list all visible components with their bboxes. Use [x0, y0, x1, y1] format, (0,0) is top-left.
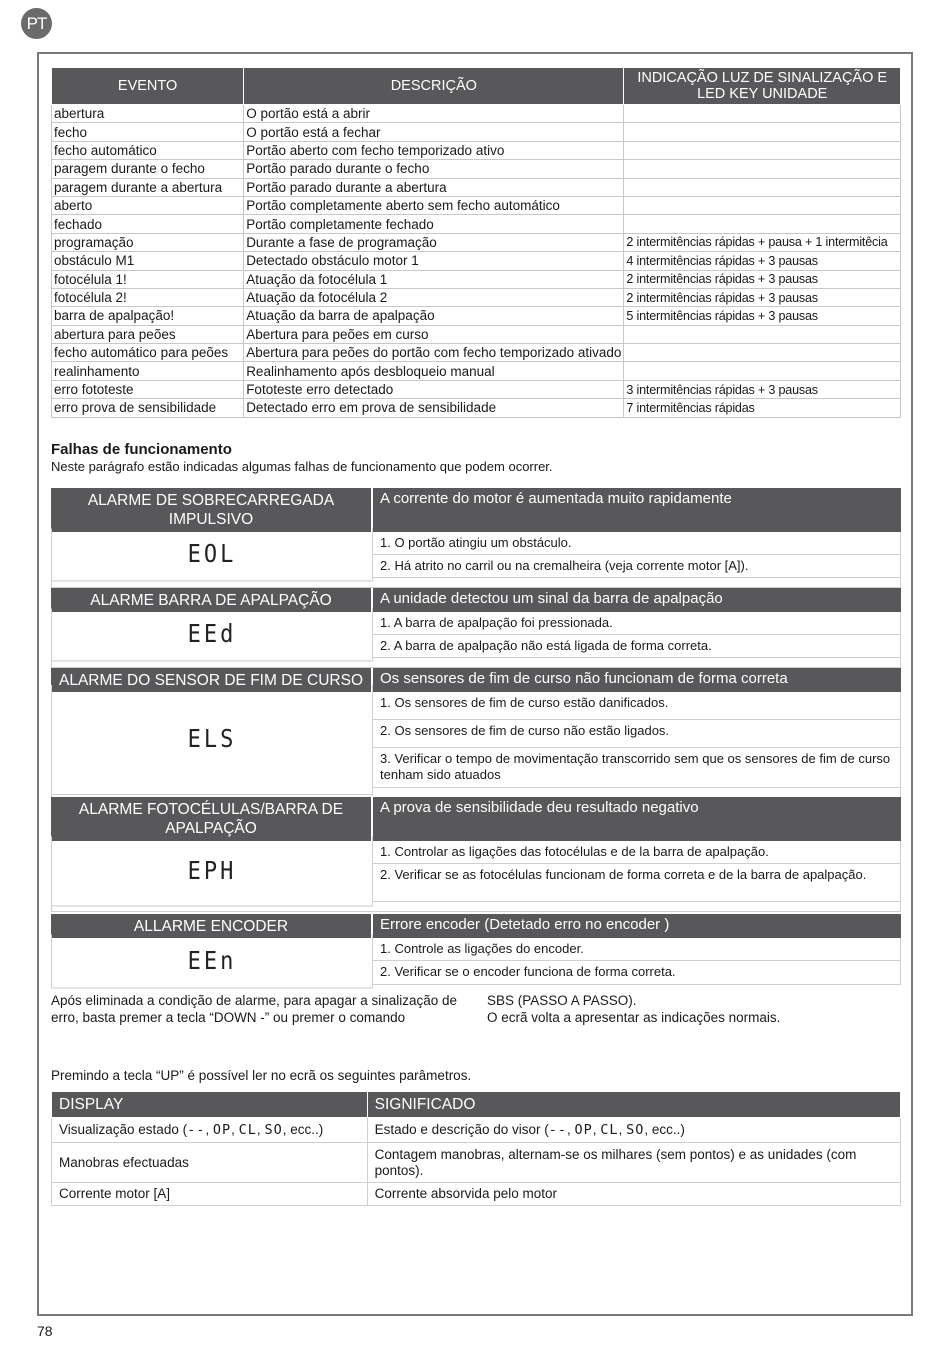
alarm-cause: 2. Há atrito no carril ou na cremalheira (veja corrente motor [A]). [373, 555, 901, 578]
description-cell: Realinhamento após desbloqueio manual [244, 362, 624, 380]
alarm-title: Os sensores de fim de curso não funcionam de forma correta [380, 670, 788, 687]
event-cell: paragem durante a abertura [52, 178, 244, 196]
alarm-title: Errore encoder (Detetado erro no encoder ) [380, 916, 670, 933]
description-cell: Portão parado durante a abertura [244, 178, 624, 196]
table-row [52, 288, 901, 306]
display-cell: Manobras efectuadas [52, 1143, 368, 1183]
event-cell: erro fototeste [52, 380, 244, 398]
alarm-name: ALLARME ENCODER [51, 914, 373, 938]
table-row [52, 252, 901, 270]
display-header-row [52, 1092, 901, 1118]
table-row [52, 215, 901, 233]
after-alarm-text-right [487, 992, 897, 1026]
table-row [52, 1118, 901, 1143]
description-cell: Detectado erro em prova de sensibilidade [244, 399, 624, 417]
event-cell: erro prova de sensibilidade [52, 399, 244, 417]
event-cell: fecho automático [52, 141, 244, 159]
indication-cell [624, 105, 901, 123]
description-cell: Durante a fase de programação [244, 233, 624, 251]
event-cell: realinhamento [52, 362, 244, 380]
indication-cell [624, 178, 901, 196]
alarm-title: A corrente do motor é aumentada muito rapidamente [380, 490, 732, 507]
indication-cell [624, 362, 901, 380]
table-row [52, 362, 901, 380]
after-alarm-line: O ecrã volta a apresentar as indicações normais. [487, 1010, 781, 1025]
meaning-cell: Corrente absorvida pelo motor [367, 1183, 900, 1206]
event-cell: barra de apalpação! [52, 307, 244, 325]
alarm-name: ALARME DO SENSOR DE FIM DE CURSO [51, 668, 373, 692]
alarm-code-display: EOL [51, 529, 373, 582]
alarm-cause: 1. O portão atingiu um obstáculo. [373, 532, 901, 555]
page-number: 78 [37, 1323, 53, 1339]
event-cell: obstáculo M1 [52, 252, 244, 270]
description-cell: Abertura para peões do portão com fecho temporizado ativado [244, 344, 624, 362]
description-cell: Atuação da barra de apalpação [244, 307, 624, 325]
table-row [52, 270, 901, 288]
indication-cell [624, 215, 901, 233]
event-cell: abertura para peões [52, 325, 244, 343]
alarm-cause: 1. Controle as ligações do encoder. [373, 938, 901, 961]
alarm-code-display: EEd [51, 609, 373, 662]
table-row [52, 123, 901, 141]
indication-cell: 2 intermitências rápidas + 3 pausas [624, 270, 901, 288]
events-table [51, 67, 901, 418]
alarm-cause: 3. Verificar o tempo de movimentação transcorrido sem que os sensores de fim de curso tenham sido atuados [373, 748, 901, 788]
indication-cell [624, 141, 901, 159]
alarm-code-display: EEn [51, 934, 373, 988]
alarm-cause: 1. A barra de apalpação foi pressionada. [373, 612, 901, 635]
table-row [52, 1143, 901, 1183]
description-cell: Portão parado durante o fecho [244, 160, 624, 178]
indication-cell: 4 intermitências rápidas + 3 pausas [624, 252, 901, 270]
alarm-title: A prova de sensibilidade deu resultado negativo [380, 799, 699, 816]
description-cell: Abertura para peões em curso [244, 325, 624, 343]
meaning-cell: Contagem manobras, alternam-se os milhares (sem pontos) e as unidades (com pontos). [367, 1143, 900, 1183]
language-badge: PT [21, 8, 52, 39]
faults-title: Falhas de funcionamento [51, 441, 232, 458]
alarm-photocells [51, 797, 901, 912]
alarm-cause: 1. Controlar as ligações das fotocélulas e de la barra de apalpação. [373, 841, 901, 864]
table-row [52, 196, 901, 214]
event-cell: programação [52, 233, 244, 251]
after-alarm-line: SBS (PASSO A PASSO). [487, 993, 637, 1008]
alarm-cause: 2. Os sensores de fim de curso não estão ligados. [373, 720, 901, 748]
event-cell: paragem durante o fecho [52, 160, 244, 178]
meaning-cell: Estado e descrição do visor (--, OP, CL, SO, ecc..) [367, 1118, 900, 1143]
description-cell: Atuação da fotocélula 2 [244, 288, 624, 306]
table-row [52, 178, 901, 196]
event-cell: fotocélula 1! [52, 270, 244, 288]
table-row [52, 307, 901, 325]
event-cell: fecho automático para peões [52, 344, 244, 362]
event-cell: fotocélula 2! [52, 288, 244, 306]
description-cell: Portão completamente fechado [244, 215, 624, 233]
indication-cell: 2 intermitências rápidas + 3 pausas [624, 288, 901, 306]
alarm-name: ALARME BARRA DE APALPAÇÃO [51, 588, 373, 612]
alarm-code-display: ELS [51, 685, 373, 795]
display-cell: Corrente motor [A] [52, 1183, 368, 1206]
description-cell: Fototeste erro detectado [244, 380, 624, 398]
events-header-row [52, 68, 901, 105]
table-row [52, 233, 901, 251]
indication-cell [624, 160, 901, 178]
after-alarm-text-left: Após eliminada a condição de alarme, para apagar a sinalização de erro, basta premer a tecla “DOWN -” ou premer o comando [51, 993, 458, 1025]
table-row [52, 399, 901, 417]
alarm-cause: 1. Os sensores de fim de curso estão danificados. [373, 692, 901, 720]
table-row [52, 1183, 901, 1206]
header-display: DISPLAY [52, 1092, 368, 1118]
indication-cell: 7 intermitências rápidas [624, 399, 901, 417]
indication-cell: 3 intermitências rápidas + 3 pausas [624, 380, 901, 398]
indication-cell: 2 intermitências rápidas + pausa + 1 intermitêcia [624, 233, 901, 251]
event-cell: aberto [52, 196, 244, 214]
alarm-title: A unidade detectou um sinal da barra de apalpação [380, 590, 723, 607]
header-meaning: SIGNIFICADO [367, 1092, 900, 1118]
event-cell: fechado [52, 215, 244, 233]
table-row [52, 344, 901, 362]
description-cell: Portão completamente aberto sem fecho automático [244, 196, 624, 214]
description-cell: O portão está a fechar [244, 123, 624, 141]
indication-cell [624, 325, 901, 343]
indication-cell [624, 123, 901, 141]
alarm-safety-edge [51, 588, 901, 668]
faults-description: Neste parágrafo estão indicadas algumas falhas de funcionamento que podem ocorrer. [51, 459, 553, 474]
alarm-encoder [51, 914, 901, 985]
table-row [52, 105, 901, 123]
event-cell: fecho [52, 123, 244, 141]
indication-cell [624, 196, 901, 214]
display-table [51, 1091, 901, 1206]
table-row [52, 380, 901, 398]
event-cell: abertura [52, 105, 244, 123]
description-cell: Portão aberto com fecho temporizado ativo [244, 141, 624, 159]
alarm-name: ALARME DE SOBRECARREGADA IMPULSIVO [51, 488, 373, 532]
description-cell: Atuação da fotocélula 1 [244, 270, 624, 288]
header-event: EVENTO [52, 68, 244, 105]
description-cell: O portão está a abrir [244, 105, 624, 123]
header-description: DESCRIÇÃO [244, 68, 624, 105]
table-row [52, 141, 901, 159]
display-cell: Visualização estado (--, OP, CL, SO, ecc..) [52, 1118, 368, 1143]
description-cell: Detectado obstáculo motor 1 [244, 252, 624, 270]
alarm-overload [51, 488, 901, 588]
alarm-limit-switch [51, 668, 901, 798]
alarm-cause: 2. Verificar se o encoder funciona de forma correta. [373, 961, 901, 985]
alarm-name: ALARME FOTOCÉLULAS/BARRA DE APALPAÇÃO [51, 797, 373, 841]
header-indication: INDICAÇÃO LUZ DE SINALIZAÇÃO E LED KEY UNIDADE [624, 68, 901, 105]
table-row [52, 160, 901, 178]
alarm-code-display: EPH [51, 836, 373, 906]
indication-cell [624, 344, 901, 362]
alarm-cause: 2. Verificar se as fotocélulas funcionam de forma correta e de la barra de apalpação. [373, 864, 901, 902]
indication-cell: 5 intermitências rápidas + 3 pausas [624, 307, 901, 325]
up-key-text: Premindo a tecla “UP” é possível ler no ecrã os seguintes parâmetros. [51, 1068, 472, 1083]
table-row [52, 325, 901, 343]
alarm-cause: 2. A barra de apalpação não está ligada de forma correta. [373, 635, 901, 658]
